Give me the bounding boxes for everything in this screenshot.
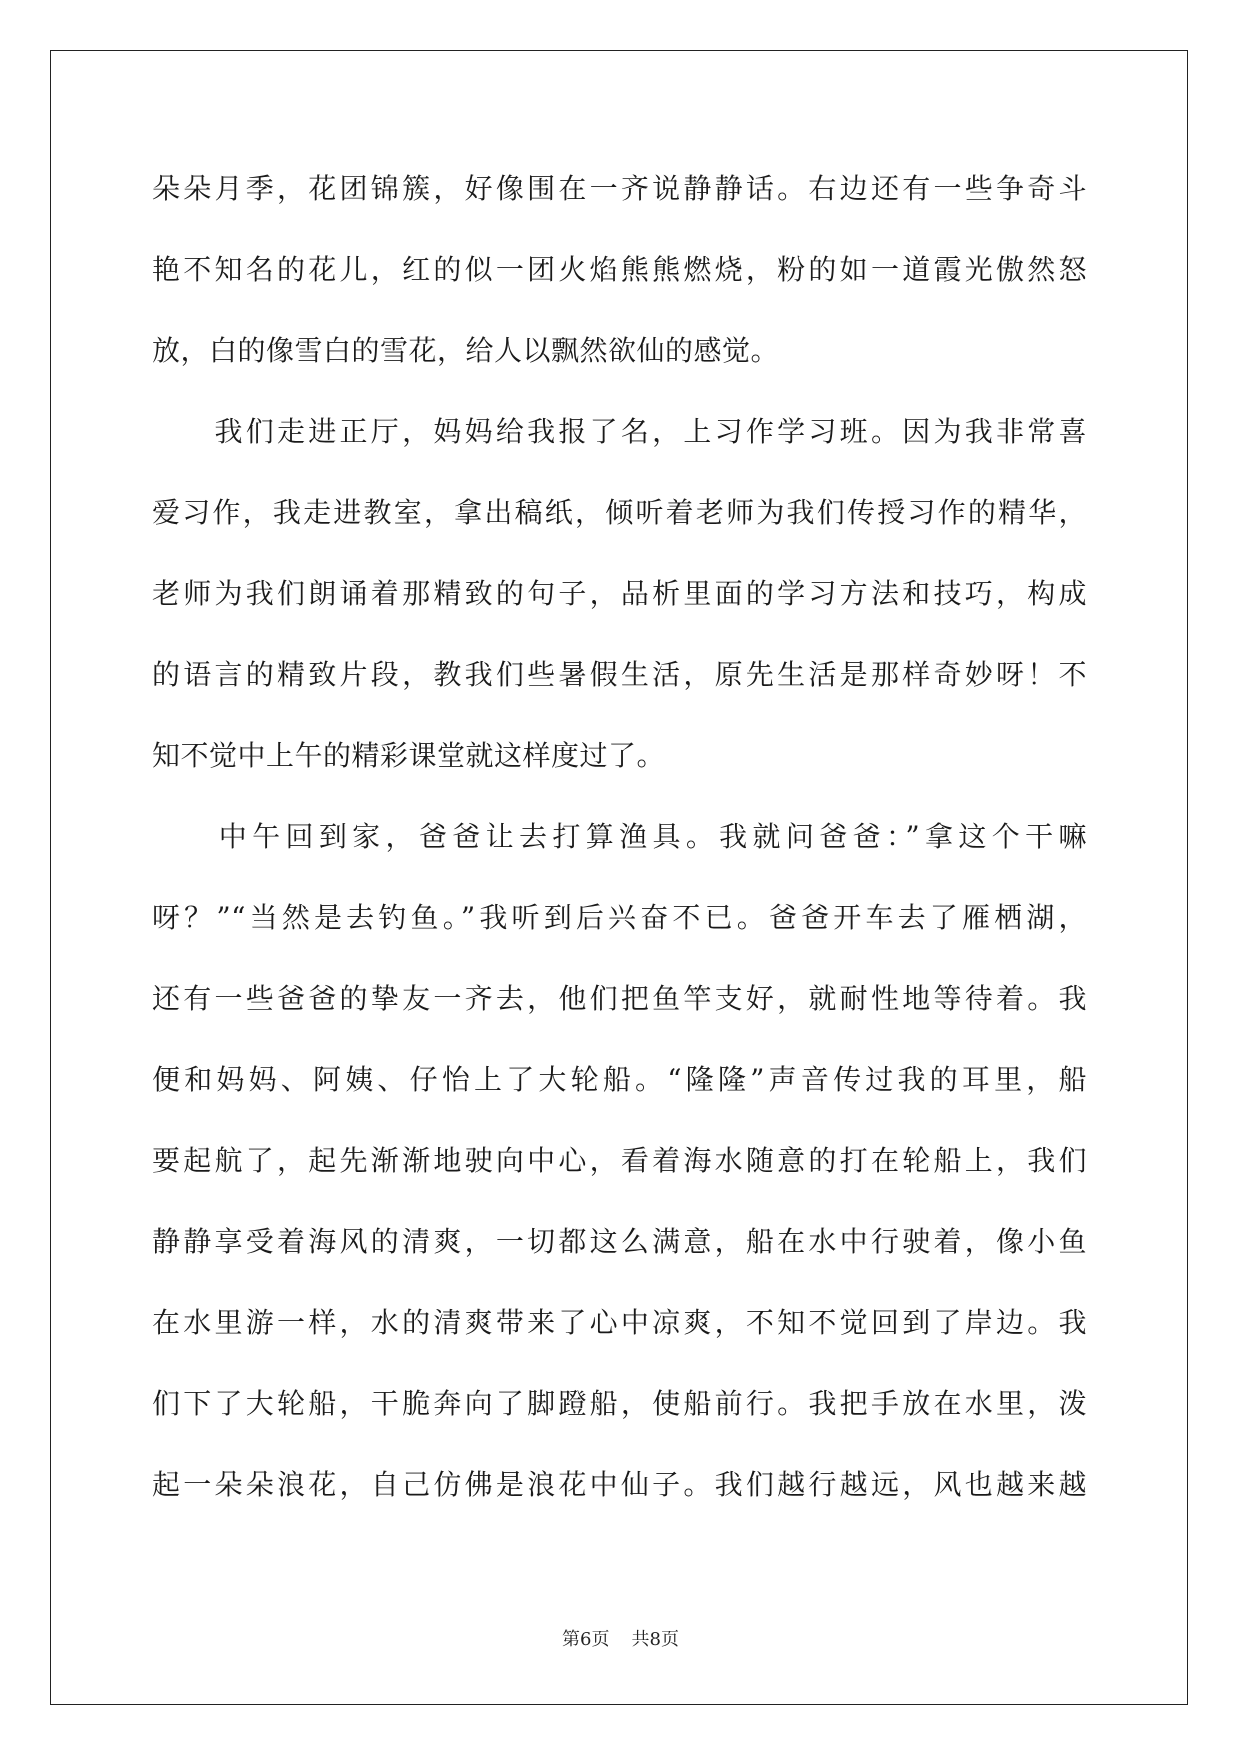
text-line: 爱习作，我走进教室，拿出稿纸，倾听着老师为我们传授习作的精华， xyxy=(152,496,1087,529)
text-line: 中午回到家，爸爸让去打算渔具。我就问爸爸：”拿这个干嘛 xyxy=(152,820,1087,853)
page-number-current: 第6页 xyxy=(562,1629,610,1650)
document-body xyxy=(152,148,1087,1525)
text-line: 呀？”“当然是去钓鱼。”我听到后兴奋不已。爸爸开车去了雁栖湖， xyxy=(152,901,1087,934)
text-line: 放，白的像雪白的雪花，给人以飘然欲仙的感觉。 xyxy=(152,334,780,367)
text-line: 在水里游一样，水的清爽带来了心中凉爽，不知不觉回到了岸边。我 xyxy=(152,1306,1087,1339)
text-line: 朵朵月季，花团锦簇，好像围在一齐说静静话。右边还有一些争奇斗 xyxy=(152,172,1087,205)
text-line: 知不觉中上午的精彩课堂就这样度过了。 xyxy=(152,739,666,772)
text-line: 还有一些爸爸的挚友一齐去，他们把鱼竿支好，就耐性地等待着。我 xyxy=(152,982,1087,1015)
text-line: 起一朵朵浪花，自己仿佛是浪花中仙子。我们越行越远，风也越来越 xyxy=(152,1468,1087,1501)
text-line: 便和妈妈、阿姨、仔怡上了大轮船。“隆隆”声音传过我的耳里，船 xyxy=(152,1063,1087,1096)
text-line: 要起航了，起先渐渐地驶向中心，看着海水随意的打在轮船上，我们 xyxy=(152,1144,1087,1177)
text-line: 们下了大轮船，干脆奔向了脚蹬船，使船前行。我把手放在水里，泼 xyxy=(152,1387,1087,1420)
text-line: 的语言的精致片段，教我们些暑假生活，原先生活是那样奇妙呀！不 xyxy=(152,658,1087,691)
text-line: 艳不知名的花儿，红的似一团火焰熊熊燃烧，粉的如一道霞光傲然怒 xyxy=(152,253,1087,286)
page-number-total: 共8页 xyxy=(631,1629,679,1650)
text-line: 老师为我们朗诵着那精致的句子，品析里面的学习方法和技巧，构成 xyxy=(152,577,1087,610)
page-footer xyxy=(0,1625,1241,1651)
text-line: 我们走进正厅，妈妈给我报了名，上习作学习班。因为我非常喜 xyxy=(152,415,1087,448)
text-line: 静静享受着海风的清爽，一切都这么满意，船在水中行驶着，像小鱼 xyxy=(152,1225,1087,1258)
